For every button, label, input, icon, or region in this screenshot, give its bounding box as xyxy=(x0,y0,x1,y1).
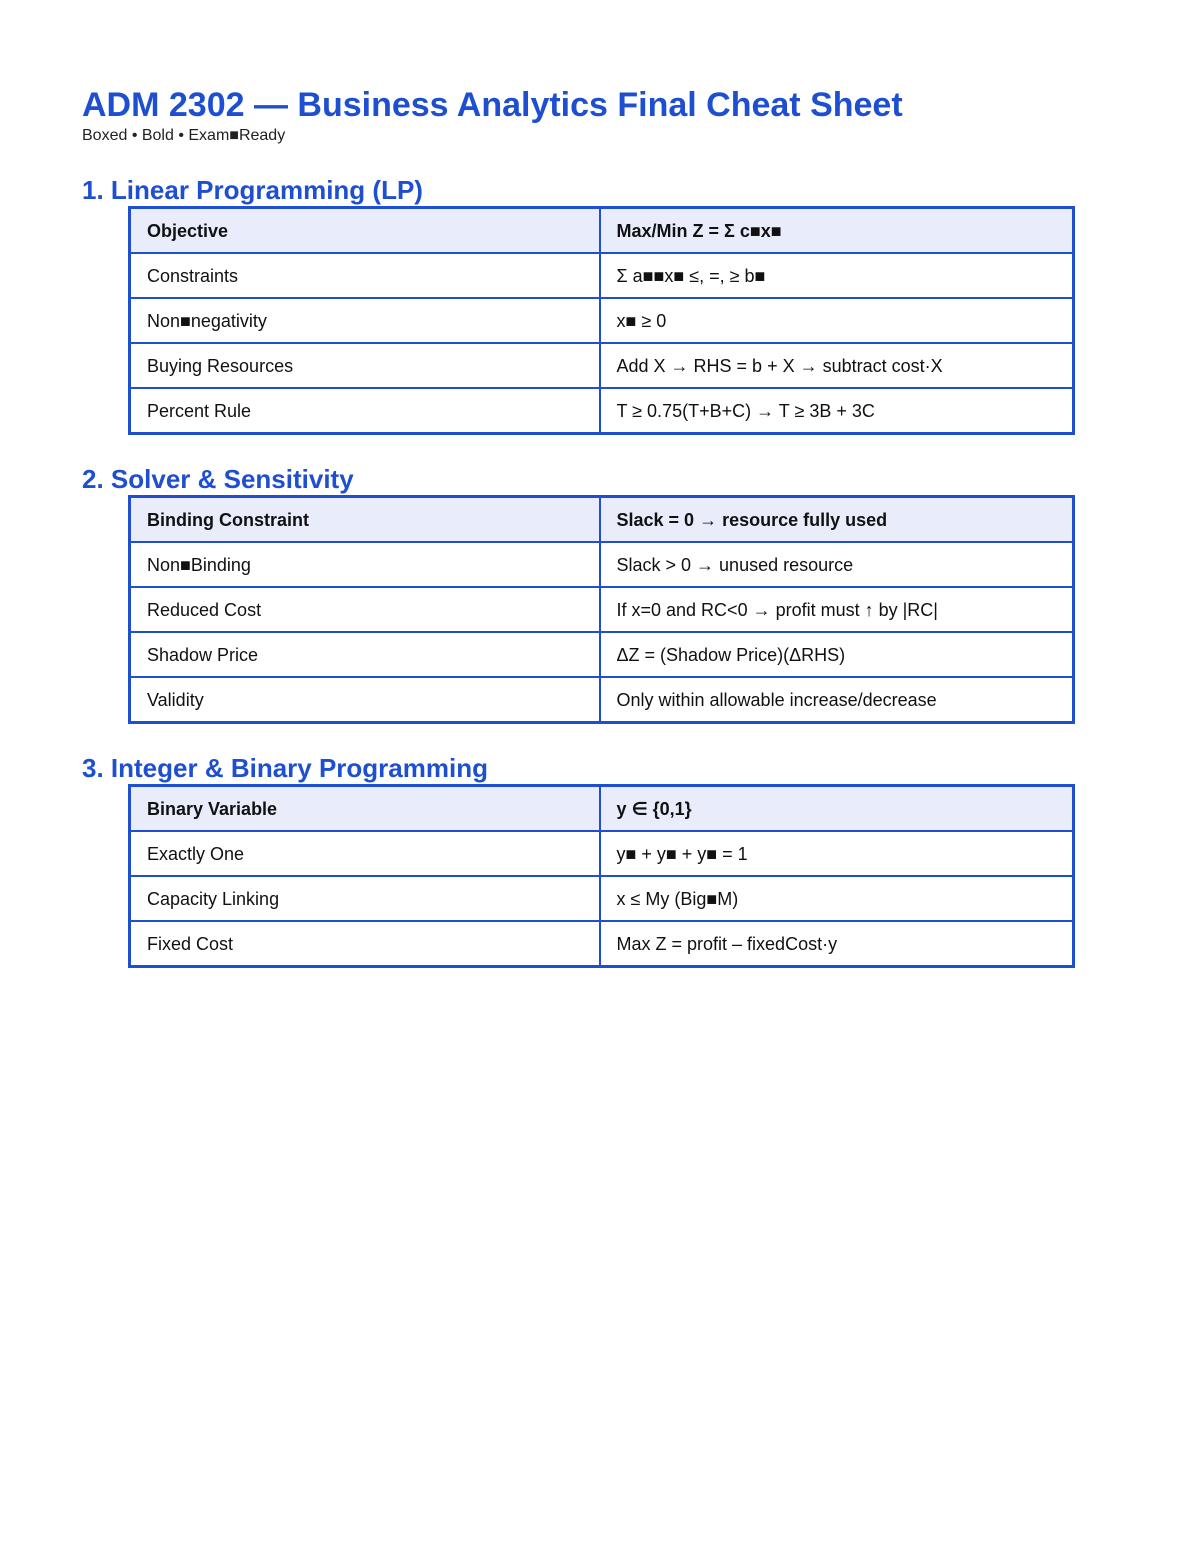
definition-cell: Slack = 0 → resource fully used xyxy=(600,497,1074,543)
table-header-row xyxy=(130,208,1074,254)
definition-cell: T ≥ 0.75(T+B+C) → T ≥ 3B + 3C xyxy=(600,388,1074,434)
table-row xyxy=(130,677,1074,723)
term-cell: Capacity Linking xyxy=(130,876,600,921)
table-row xyxy=(130,876,1074,921)
definition-cell: x ≤ My (Big■M) xyxy=(600,876,1074,921)
term-cell: Percent Rule xyxy=(130,388,600,434)
term-cell: Fixed Cost xyxy=(130,921,600,967)
section-linear-programming xyxy=(82,174,1082,435)
definition-cell: If x=0 and RC<0 → profit must ↑ by |RC| xyxy=(600,587,1074,632)
section-integer-binary xyxy=(82,752,1082,968)
term-cell: Buying Resources xyxy=(130,343,600,388)
table-row xyxy=(130,831,1074,876)
definition-cell: Slack > 0 → unused resource xyxy=(600,542,1074,587)
definition-cell: Max/Min Z = Σ c■x■ xyxy=(600,208,1074,254)
definition-cell: y■ + y■ + y■ = 1 xyxy=(600,831,1074,876)
definition-cell: x■ ≥ 0 xyxy=(600,298,1074,343)
term-cell: Non■negativity xyxy=(130,298,600,343)
term-cell: Non■Binding xyxy=(130,542,600,587)
table-row xyxy=(130,587,1074,632)
section-title: 3. Integer & Binary Programming xyxy=(82,753,488,783)
definition-cell: Max Z = profit – fixedCost·y xyxy=(600,921,1074,967)
table-row xyxy=(130,298,1074,343)
definition-cell: Σ a■■x■ ≤, =, ≥ b■ xyxy=(600,253,1074,298)
document-title: ADM 2302 — Business Analytics Final Cheat Sheet xyxy=(82,86,903,124)
table-row xyxy=(130,253,1074,298)
definition-cell: Add X → RHS = b + X → subtract cost·X xyxy=(600,343,1074,388)
solver-table xyxy=(128,495,1075,724)
definition-cell: y ∈ {0,1} xyxy=(600,786,1074,832)
section-title: 2. Solver & Sensitivity xyxy=(82,464,354,494)
integer-table xyxy=(128,784,1075,968)
table-header-row xyxy=(130,497,1074,543)
table-row xyxy=(130,388,1074,434)
definition-cell: Only within allowable increase/decrease xyxy=(600,677,1074,723)
table-row xyxy=(130,542,1074,587)
table-header-row xyxy=(130,786,1074,832)
term-cell: Reduced Cost xyxy=(130,587,600,632)
section-title: 1. Linear Programming (LP) xyxy=(82,175,423,205)
table-row xyxy=(130,632,1074,677)
section-solver-sensitivity xyxy=(82,463,1082,724)
table-row xyxy=(130,921,1074,967)
term-cell: Constraints xyxy=(130,253,600,298)
term-cell: Binary Variable xyxy=(130,786,600,832)
term-cell: Validity xyxy=(130,677,600,723)
lp-table xyxy=(128,206,1075,435)
table-row xyxy=(130,343,1074,388)
document-subtitle: Boxed • Bold • Exam■Ready xyxy=(82,127,286,144)
term-cell: Exactly One xyxy=(130,831,600,876)
term-cell: Objective xyxy=(130,208,600,254)
term-cell: Shadow Price xyxy=(130,632,600,677)
definition-cell: ΔZ = (Shadow Price)(ΔRHS) xyxy=(600,632,1074,677)
cheat-sheet-page xyxy=(82,84,1082,968)
term-cell: Binding Constraint xyxy=(130,497,600,543)
